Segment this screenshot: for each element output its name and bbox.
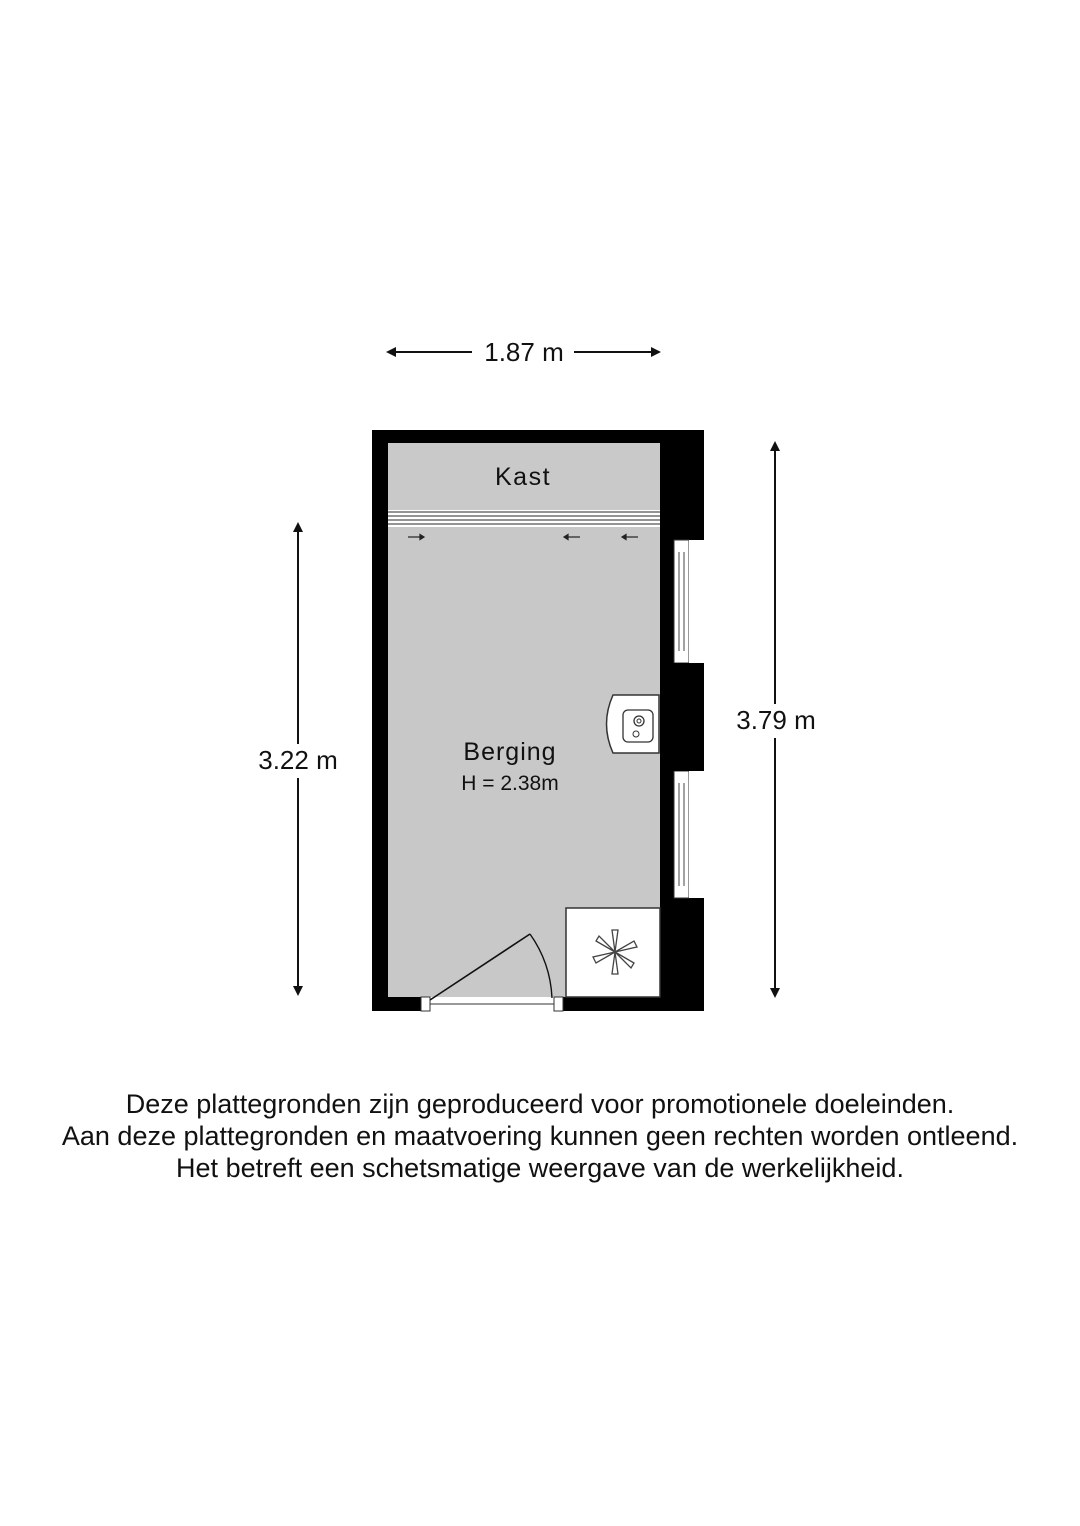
- disclaimer: [0, 1088, 1080, 1184]
- storage-height: H = 2.38m: [461, 772, 559, 795]
- disclaimer-line: Aan deze plattegronden en maatvoering kunnen geen rechten worden ontleend.: [61, 1121, 1019, 1151]
- left-height-label: 3.22 m: [258, 745, 338, 775]
- closet-label: Kast: [494, 463, 552, 491]
- window-upper: [674, 540, 704, 663]
- window-lower: [674, 771, 704, 898]
- width-dimension: [388, 337, 659, 367]
- closet-sliding-doors: [388, 510, 660, 527]
- right-height-label: 3.79 m: [736, 705, 816, 735]
- width-label: 1.87 m: [484, 337, 564, 367]
- disclaimer-line: Deze plattegronden zijn geproduceerd voor promotionele doeleinden.: [125, 1089, 955, 1119]
- left-height-dimension: [258, 524, 338, 994]
- disclaimer-line: Het betreft een schetsmatige weergave van de werkelijkheid.: [176, 1153, 904, 1183]
- storage-label: Berging: [463, 738, 557, 766]
- ventilation-unit-icon: [566, 908, 660, 997]
- boiler-icon: [607, 695, 660, 753]
- right-height-dimension: [736, 443, 816, 996]
- wall-pillar: [660, 663, 704, 771]
